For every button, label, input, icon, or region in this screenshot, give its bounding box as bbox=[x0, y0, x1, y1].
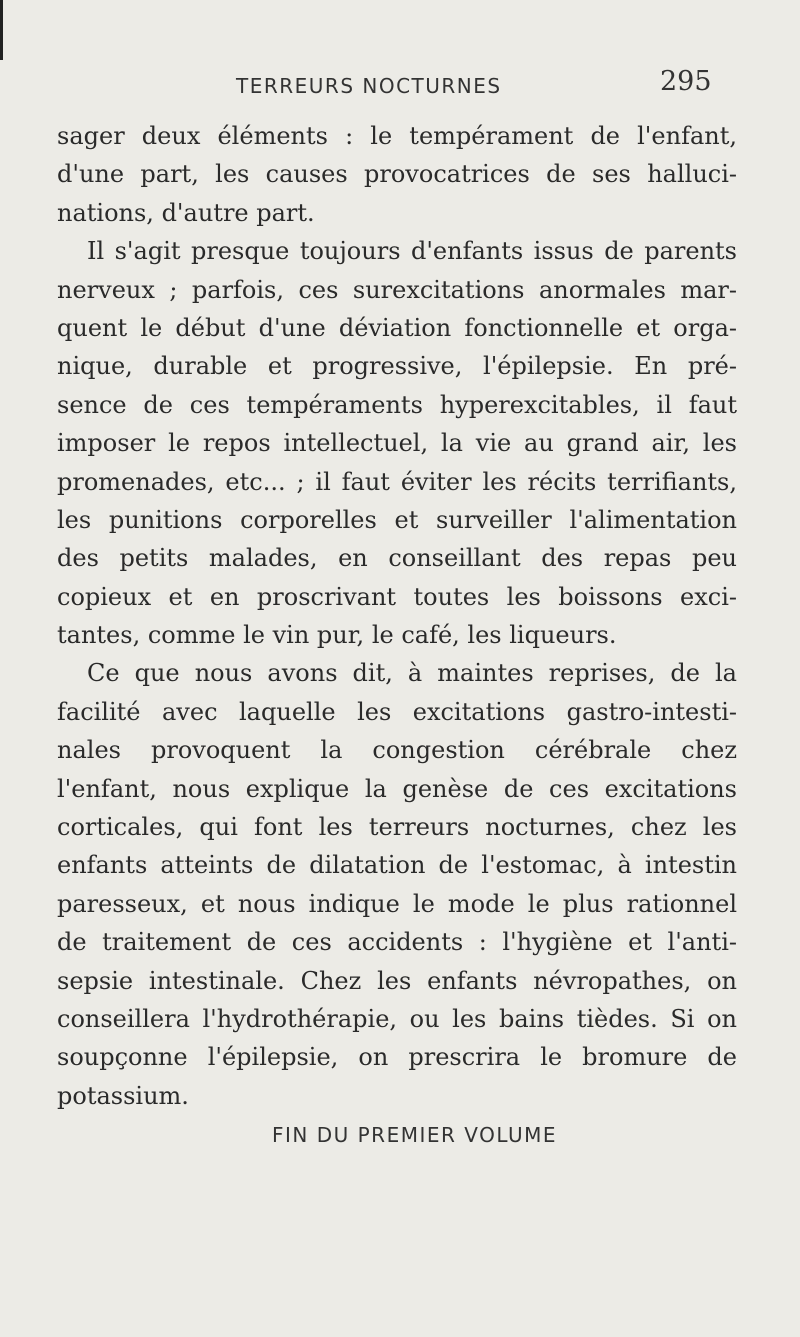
text-line: paresseux, et nous indique le mode le plus rationnel bbox=[57, 889, 737, 918]
page-number: 295 bbox=[660, 66, 712, 97]
text-line: corticales, qui font les terreurs nocturnes, chez les bbox=[57, 813, 737, 842]
text-line: nique, durable et progressive, l'épilepsie. En pré- bbox=[57, 352, 737, 381]
page-edge-line bbox=[0, 0, 3, 60]
text-line: des petits malades, en conseillant des repas peu bbox=[57, 544, 737, 573]
text-line: nales provoquent la congestion cérébrale chez bbox=[57, 736, 737, 765]
text-line: nerveux ; parfois, ces surexcitations anormales mar- bbox=[57, 275, 737, 304]
text-line: enfants atteints de dilatation de l'estomac, à intestin bbox=[57, 851, 737, 880]
text-line: Il s'agit presque toujours d'enfants issus de parents bbox=[87, 237, 737, 266]
text-line: promenades, etc... ; il faut éviter les récits terrifiants, bbox=[57, 467, 737, 496]
text-line: quent le début d'une déviation fonctionnelle et orga- bbox=[57, 313, 737, 342]
text-line: sepsie intestinale. Chez les enfants névropathes, on bbox=[57, 966, 737, 995]
running-title: TERREURS NOCTURNES bbox=[236, 74, 502, 98]
body-text bbox=[57, 117, 737, 1115]
text-line: soupçonne l'épilepsie, on prescrira le bromure de bbox=[57, 1043, 737, 1072]
text-line: de traitement de ces accidents : l'hygiène et l'anti- bbox=[57, 928, 737, 957]
text-line: sager deux éléments : le tempérament de l'enfant, bbox=[57, 122, 737, 150]
text-line: nations, d'autre part. bbox=[57, 198, 315, 227]
text-line: l'enfant, nous explique la genèse de ces excitations bbox=[57, 774, 737, 803]
text-line: sence de ces tempéraments hyperexcitables, il faut bbox=[57, 390, 737, 419]
closing-note: FIN DU PREMIER VOLUME bbox=[272, 1123, 558, 1147]
text-line: facilité avec laquelle les excitations gastro-intesti- bbox=[57, 697, 737, 726]
text-line: copieux et en proscrivant toutes les boissons exci- bbox=[57, 582, 737, 611]
text-line: Ce que nous avons dit, à maintes reprises, de la bbox=[87, 659, 737, 688]
text-line: d'une part, les causes provocatrices de ses halluci- bbox=[57, 160, 737, 189]
text-line: conseillera l'hydrothérapie, ou les bains tièdes. Si on bbox=[57, 1004, 737, 1033]
text-line: potassium. bbox=[57, 1081, 189, 1110]
text-line: les punitions corporelles et surveiller l'alimentation bbox=[57, 505, 737, 534]
text-line: imposer le repos intellectuel, la vie au grand air, les bbox=[57, 429, 737, 458]
page-header bbox=[236, 66, 736, 106]
text-line: tantes, comme le vin pur, le café, les liqueurs. bbox=[57, 621, 617, 650]
